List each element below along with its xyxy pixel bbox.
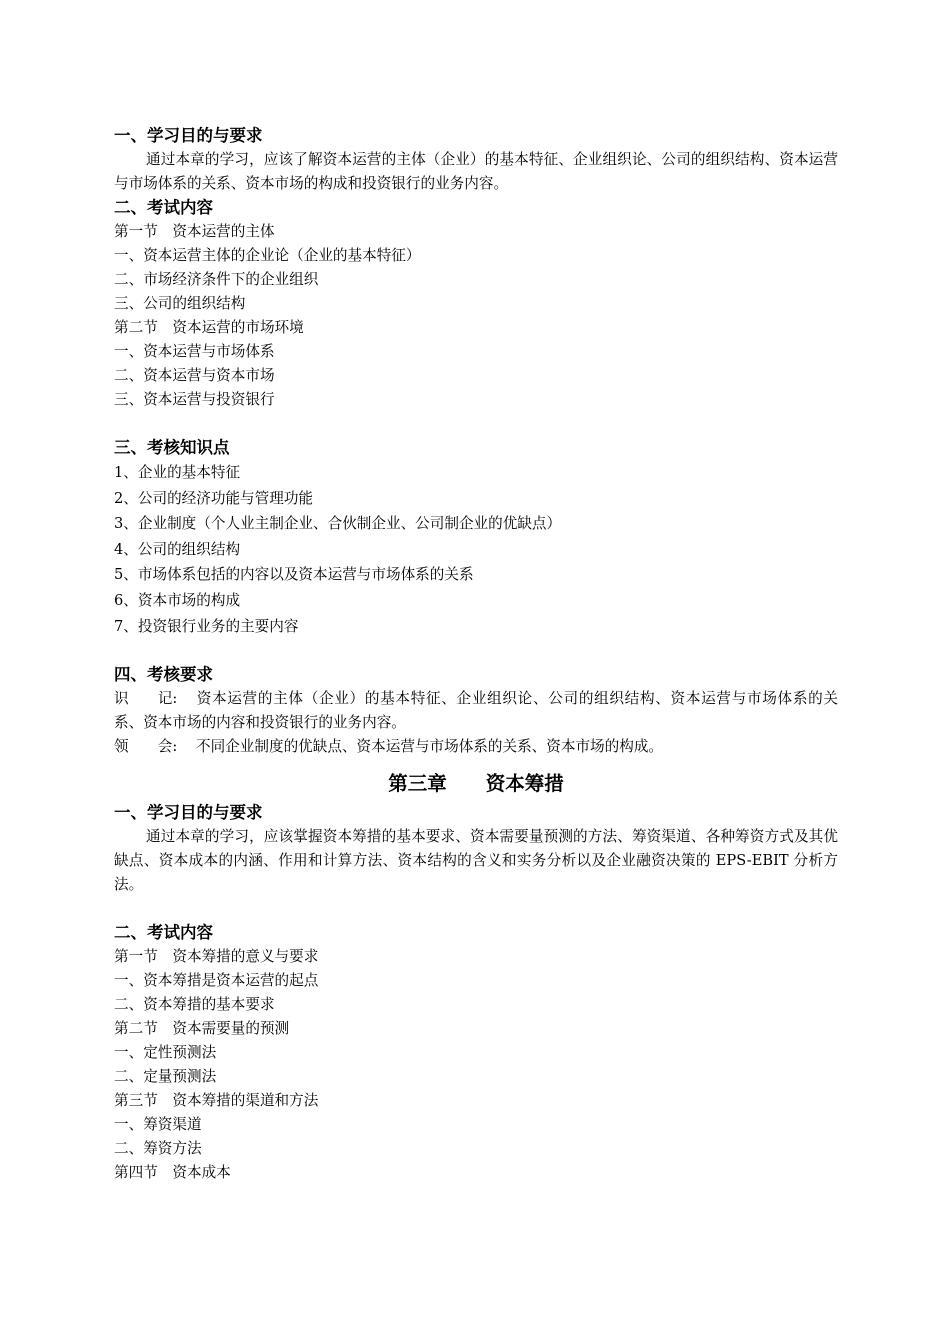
understand-text: 不同企业制度的优缺点、资本运营与市场体系的关系、资本市场的构成。 [196, 738, 664, 756]
content-line: 一、定性预测法 [114, 1044, 217, 1062]
knowledge-point: 5、市场体系包括的内容以及资本运营与市场体系的关系 [114, 566, 474, 584]
content-line: 二、筹资方法 [114, 1140, 202, 1158]
understand-requirement [114, 735, 838, 759]
content-line: 第四节 资本成本 [114, 1164, 231, 1182]
content-line: 二、资本运营与资本市场 [114, 367, 275, 384]
section-heading-exam-content: 二、考试内容 [114, 198, 213, 217]
spacer [114, 412, 838, 436]
content-line: 一、筹资渠道 [114, 1116, 202, 1134]
content-line: 一、资本运营主体的企业论（企业的基本特征） [114, 247, 421, 264]
content-line: 二、定量预测法 [114, 1068, 217, 1086]
content-line: 第三节 资本筹措的渠道和方法 [114, 1092, 319, 1110]
content-line: 三、公司的组织结构 [114, 295, 246, 312]
content-line: 一、资本运营与市场体系 [114, 343, 275, 360]
content-line: 第一节 资本筹措的意义与要求 [114, 948, 319, 966]
spacer [114, 897, 838, 921]
document-content [114, 124, 838, 1185]
knowledge-point: 6、资本市场的构成 [114, 591, 241, 609]
recall-label: 识 记: [114, 690, 178, 708]
content-line: 二、市场经济条件下的企业组织 [114, 271, 319, 288]
chapter-title: 第三章 资本筹措 [388, 772, 564, 796]
knowledge-point: 1、企业的基本特征 [114, 464, 241, 481]
knowledge-point: 2、公司的经济功能与管理功能 [114, 489, 314, 507]
section-heading-assessment: 四、考核要求 [114, 665, 213, 685]
understand-label: 领 会: [114, 738, 178, 756]
section-heading-objectives: 一、学习目的与要求 [114, 126, 263, 145]
content-line: 第二节 资本运营的市场环境 [114, 319, 304, 336]
content-line: 一、资本筹措是资本运营的起点 [114, 972, 319, 990]
content-line: 二、资本筹措的基本要求 [114, 996, 275, 1014]
chapter3-objectives-paragraph: 通过本章的学习，应该掌握资本筹措的基本要求、资本需要量预测的方法、筹资渠道、各种筹资方式及其优缺点、资本成本的内涵、作用和计算方法、资本结构的含义和实务分析以及企业融资决策的 EPS-EBIT 分析方法。 [114, 828, 838, 894]
chapter3-heading-objectives: 一、学习目的与要求 [114, 803, 263, 823]
spacer [114, 639, 838, 663]
objectives-paragraph: 通过本章的学习，应该了解资本运营的主体（企业）的基本特征、企业组织论、公司的组织结构、资本运营与市场体系的关系、资本市场的构成和投资银行的业务内容。 [114, 151, 838, 192]
knowledge-point: 7、投资银行业务的主要内容 [114, 617, 299, 635]
recall-requirement [114, 687, 838, 735]
content-line: 第一节 资本运营的主体 [114, 223, 275, 240]
chapter3-heading-exam-content: 二、考试内容 [114, 923, 213, 943]
knowledge-point: 4、公司的组织结构 [114, 540, 241, 558]
recall-text: 资本运营的主体（企业）的基本特征、企业组织论、公司的组织结构、资本运营与市场体系的关系、资本市场的内容和投资银行的业务内容。 [114, 690, 838, 732]
knowledge-point: 3、企业制度（个人业主制企业、合伙制企业、公司制企业的优缺点） [114, 515, 562, 533]
content-line: 三、资本运营与投资银行 [114, 391, 275, 408]
section-heading-knowledge-points: 三、考核知识点 [114, 438, 230, 457]
content-line: 第二节 资本需要量的预测 [114, 1020, 290, 1038]
